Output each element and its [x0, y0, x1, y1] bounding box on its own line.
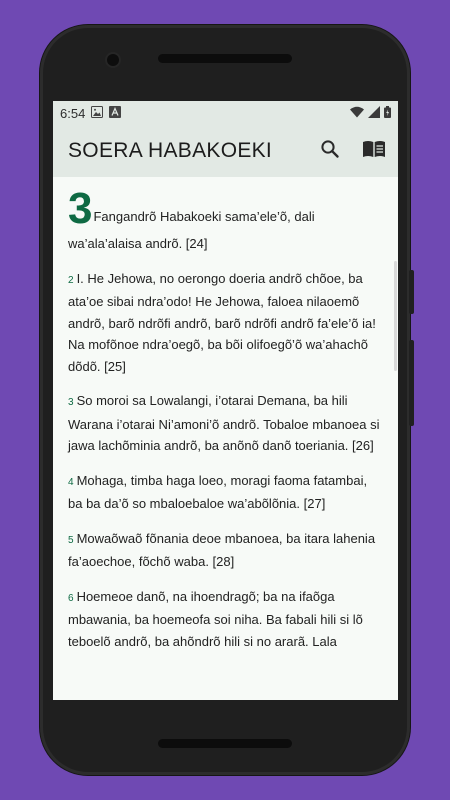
search-icon: [320, 139, 340, 164]
chapter-title-continuation: wa’ala’alaisa andrõ. [24]: [68, 236, 208, 251]
front-camera: [107, 54, 119, 66]
verse-paragraph[interactable]: [68, 390, 383, 457]
status-bar: [53, 101, 398, 125]
battery-icon: [384, 106, 391, 121]
search-button[interactable]: [316, 137, 344, 165]
chapter-content: [53, 177, 398, 652]
volume-button: [409, 340, 414, 426]
verse-number: 2: [68, 274, 74, 286]
book-menu-button[interactable]: [360, 137, 388, 165]
verse-number: 3: [68, 397, 74, 408]
verse-number: 6: [68, 592, 74, 604]
verse-paragraph[interactable]: [68, 470, 383, 515]
image-notification-icon: [91, 106, 103, 121]
chapter-number: 3: [68, 184, 93, 233]
verse-text: Hoemeoe danõ, na ihoendragõ; ba na ifaõga mbawania, ba hoemeofa soi niha. Ba fabali hili si lõ teboelõ andrõ, ba ahõndrõ hili si no ararã. Lala: [68, 588, 363, 649]
verse-text: So moroi sa Lowalangi, i’otarai Demana, ba hili Warana i’otarai Ni’amoni’õ andrõ. Tobaloe mbanoea si jawa lachõminia andrõ, ba anõnõ danõ toeriania. [26]: [68, 393, 380, 453]
wifi-icon: [350, 106, 364, 121]
verse-number: 5: [68, 534, 74, 546]
scrollbar-thumb[interactable]: [394, 261, 397, 371]
chapter-title: Fangandrõ Habakoeki sama’ele’õ, dali: [93, 209, 315, 224]
book-icon: [362, 140, 386, 163]
text-notification-icon: [109, 106, 121, 121]
verse-text: I. He Jehowa, no oerongo doeria andrõ chõoe, ba ata’oe sibai ndra’odo! He Jehowa, faloea nilaoemõ andrõ, barõ ndrõfi andrõ, barõ ndrõfi andrõ fa’ele’õ ia! Na mofõnoe ndra’oegõ, ba bõi olifoegõ’õ wa’ahachõ dõdõ. [25]: [68, 270, 376, 374]
verse-text: Mowaõwaõ fõnania deoe mbanoea, ba itara lahenia fa’aoechoe, fõchõ waba. [28]: [68, 530, 376, 569]
app-bar: [53, 125, 398, 177]
power-button: [409, 270, 414, 314]
chapter-heading: [68, 184, 383, 233]
status-time: 6:54: [60, 105, 86, 121]
bottom-speaker: [158, 739, 292, 748]
verse-paragraph[interactable]: [68, 586, 383, 653]
screen: [53, 101, 398, 700]
earpiece-speaker: [158, 54, 292, 63]
signal-icon: [368, 106, 380, 121]
verse-paragraph[interactable]: [68, 268, 383, 378]
verse-text: Mohaga, timba haga loeo, moragi faoma fatambai, ba ba da’õ so mbaloebaloe wa’abõlõnia. [27]: [68, 472, 368, 511]
verse-paragraph[interactable]: [68, 528, 383, 573]
app-title: SOERA HABAKOEKI: [68, 139, 273, 162]
verse-number: 4: [68, 476, 74, 488]
